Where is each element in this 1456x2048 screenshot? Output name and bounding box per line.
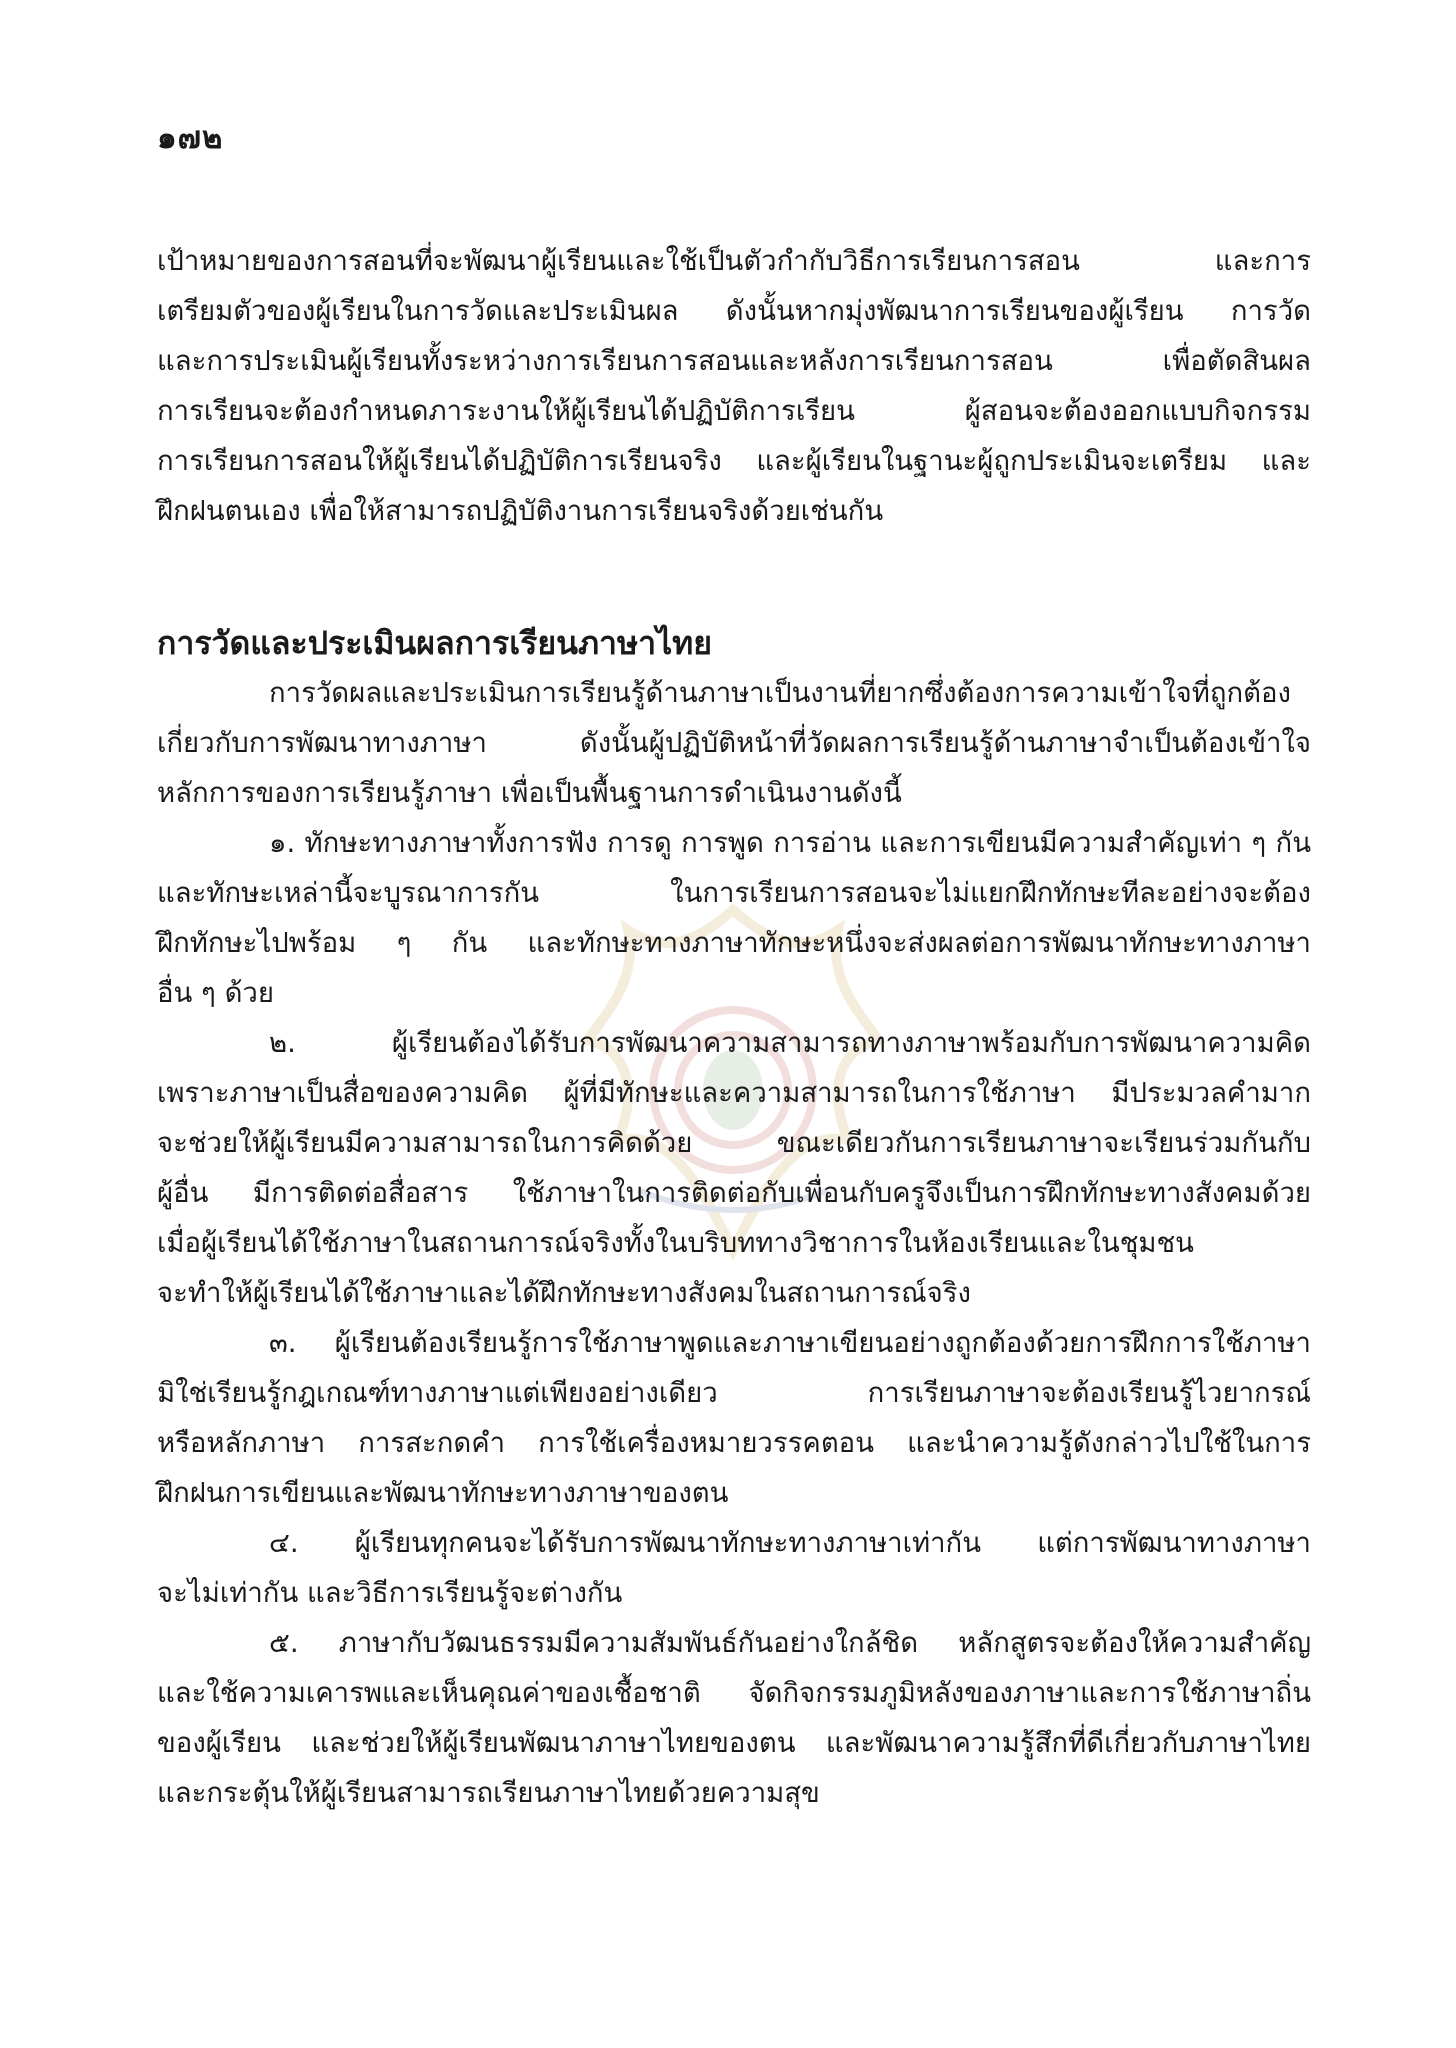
text-line: ฝึกฝนการเขียนและพัฒนาทักษะทางภาษาของตน: [157, 1477, 729, 1509]
list-item-1: ๑. ทักษะทางภาษาทั้งการฟัง การดู การพูด การอ่าน และการเขียนมีความสำคัญเท่า ๆ กัน: [269, 827, 1311, 859]
text-line: การเรียนจะต้องกำหนดภาระงานให้ผู้เรียนได้ปฏิบัติการเรียน ผู้สอนจะต้องออกแบบกิจกรรม: [157, 395, 1311, 427]
text-line: และกระตุ้นให้ผู้เรียนสามารถเรียนภาษาไทยด้วยความสุข: [157, 1777, 820, 1809]
text-line: ฝึกฝนตนเอง เพื่อให้สามารถปฏิบัติงานการเรียนจริงด้วยเช่นกัน: [157, 495, 884, 527]
text-line: เป้าหมายของการสอนที่จะพัฒนาผู้เรียนและใช้เป็นตัวกำกับวิธีการเรียนการสอน และการ: [157, 245, 1311, 277]
text-line: เมื่อผู้เรียนได้ใช้ภาษาในสถานการณ์จริงทั้งในบริบททางวิชาการในห้องเรียนและในชุมชน: [157, 1227, 1194, 1259]
text-line: จะช่วยให้ผู้เรียนมีความสามารถในการคิดด้วย ขณะเดียวกันการเรียนภาษาจะเรียนร่วมกันกับ: [157, 1127, 1311, 1159]
text-line: การวัดผลและประเมินการเรียนรู้ด้านภาษาเป็นงานที่ยากซึ่งต้องการความเข้าใจที่ถูกต้อง: [269, 677, 1291, 709]
list-item-4: ๔. ผู้เรียนทุกคนจะได้รับการพัฒนาทักษะทางภาษาเท่ากัน แต่การพัฒนาทางภาษา: [269, 1527, 1311, 1559]
text-line: ฝึกทักษะไปพร้อม ๆ กัน และทักษะทางภาษาทักษะหนึ่งจะส่งผลต่อการพัฒนาทักษะทางภาษา: [157, 927, 1311, 959]
text-line: อื่น ๆ ด้วย: [157, 977, 274, 1009]
text-line: จะไม่เท่ากัน และวิธีการเรียนรู้จะต่างกัน: [157, 1577, 623, 1609]
text-line: ของผู้เรียน และช่วยให้ผู้เรียนพัฒนาภาษาไทยของตน และพัฒนาความรู้สึกที่ดีเกี่ยวกับภาษาไทย: [157, 1727, 1311, 1759]
text-line: เพราะภาษาเป็นสื่อของความคิด ผู้ที่มีทักษะและความสามารถในการใช้ภาษา มีประมวลคำมาก: [157, 1077, 1311, 1109]
intro-paragraph: [157, 236, 1311, 536]
text-line: และการประเมินผู้เรียนทั้งระหว่างการเรียนการสอนและหลังการเรียนการสอน เพื่อตัดสินผล: [157, 345, 1311, 377]
text-line: และใช้ความเคารพและเห็นคุณค่าของเชื้อชาติ จัดกิจกรรมภูมิหลังของภาษาและการใช้ภาษาถิ่น: [157, 1677, 1311, 1709]
text-line: หรือหลักภาษา การสะกดคำ การใช้เครื่องหมายวรรคตอน และนำความรู้ดังกล่าวไปใช้ในการ: [157, 1427, 1311, 1459]
text-line: หลักการของการเรียนรู้ภาษา เพื่อเป็นพื้นฐานการดำเนินงานดังนี้: [157, 777, 902, 809]
text-line: เกี่ยวกับการพัฒนาทางภาษา ดังนั้นผู้ปฏิบัติหน้าที่วัดผลการเรียนรู้ด้านภาษาจำเป็นต้องเข้าใจ: [157, 727, 1311, 759]
list-item-3: ๓. ผู้เรียนต้องเรียนรู้การใช้ภาษาพูดและภาษาเขียนอย่างถูกต้องด้วยการฝึกการใช้ภาษา: [269, 1327, 1311, 1359]
text-line: เตรียมตัวของผู้เรียนในการวัดและประเมินผล ดังนั้นหากมุ่งพัฒนาการเรียนของผู้เรียน การวัด: [157, 295, 1311, 327]
section-heading: การวัดและประเมินผลการเรียนภาษาไทย: [157, 624, 712, 662]
text-line: มิใช่เรียนรู้กฎเกณฑ์ทางภาษาแต่เพียงอย่างเดียว การเรียนภาษาจะต้องเรียนรู้ไวยากรณ์: [157, 1377, 1311, 1409]
list-item-5: ๕. ภาษากับวัฒนธรรมมีความสัมพันธ์กันอย่างใกล้ชิด หลักสูตรจะต้องให้ความสำคัญ: [269, 1627, 1311, 1659]
text-line: ผู้อื่น มีการติดต่อสื่อสาร ใช้ภาษาในการติดต่อกับเพื่อนกับครูจึงเป็นการฝึกทักษะทางสังคมด้วย: [157, 1177, 1311, 1209]
list-item-2: ๒. ผู้เรียนต้องได้รับการพัฒนาความสามารถทางภาษาพร้อมกับการพัฒนาความคิด: [269, 1027, 1311, 1059]
body-section: [157, 668, 1311, 1818]
page-number: ๑๗๒: [157, 120, 224, 156]
text-line: การเรียนการสอนให้ผู้เรียนได้ปฏิบัติการเรียนจริง และผู้เรียนในฐานะผู้ถูกประเมินจะเตรียม และ: [157, 445, 1311, 477]
text-line: และทักษะเหล่านี้จะบูรณาการกัน ในการเรียนการสอนจะไม่แยกฝึกทักษะทีละอย่างจะต้อง: [157, 877, 1311, 909]
text-line: จะทำให้ผู้เรียนได้ใช้ภาษาและได้ฝึกทักษะทางสังคมในสถานการณ์จริง: [157, 1277, 971, 1309]
